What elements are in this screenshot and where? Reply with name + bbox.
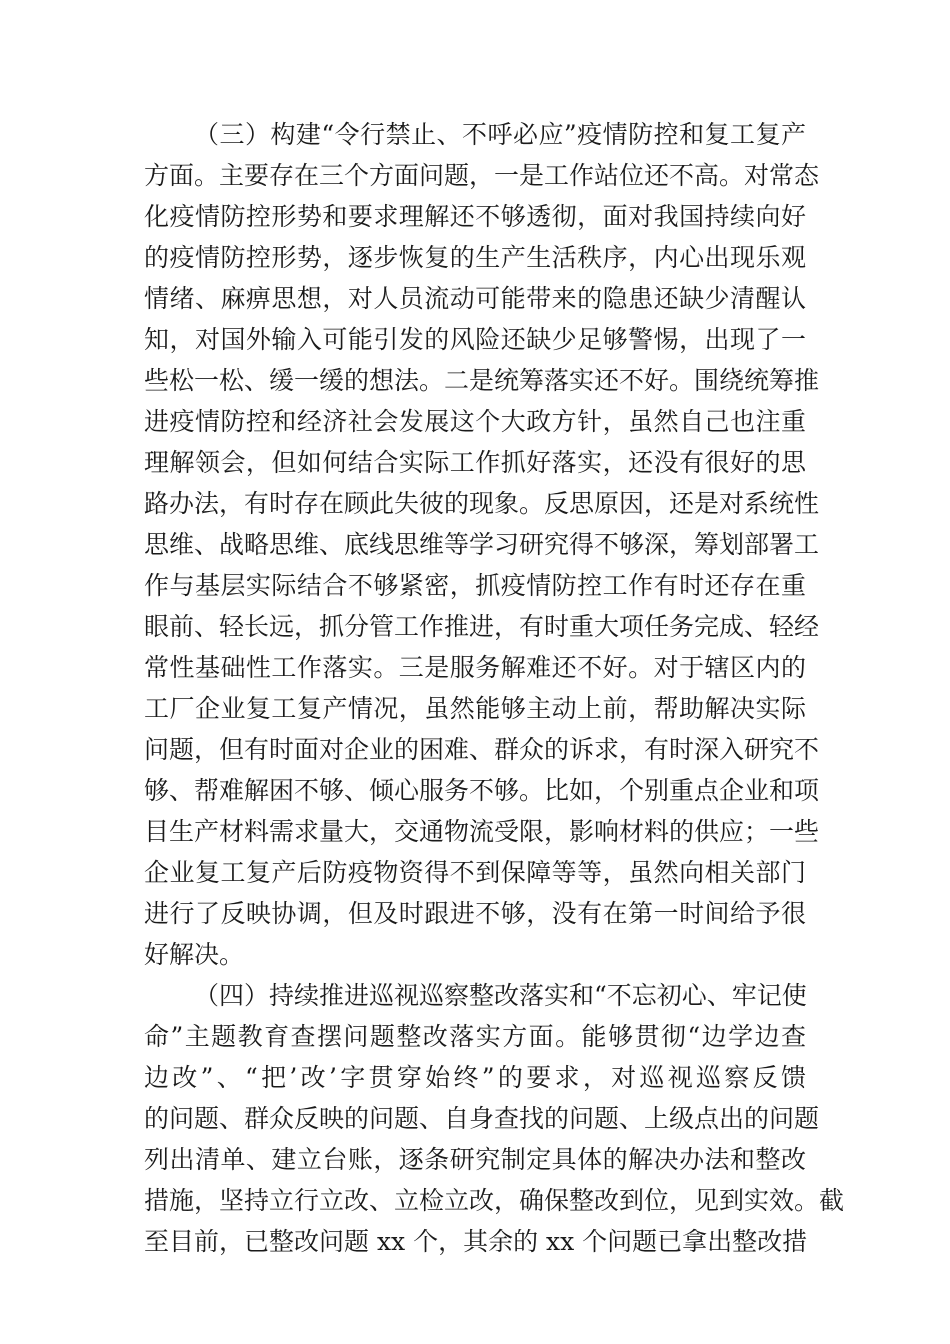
- text-line: 作与基层实际结合不够紧密，抓疫情防控工作有时还存在重: [144, 571, 806, 600]
- text-line: 路办法，有时存在顾此失彼的现象。反思原因，还是对系统性: [144, 489, 820, 518]
- text-line: 命”主题教育查摆问题整改落实方面。能够贯彻“边学边查: [144, 1022, 806, 1051]
- text-line: 些松一松、缓一缓的想法。二是统筹落实还不好。围绕统筹推: [144, 366, 820, 395]
- text-line: 工厂企业复工复产情况，虽然能够主动上前，帮助解决实际: [144, 694, 806, 723]
- text-line: 措施，坚持立行立改、立检立改，确保整改到位，见到实效。截: [144, 1186, 845, 1215]
- text-line: （三）构建“令行禁止、不呼必应”疫情防控和复工复产: [194, 120, 806, 149]
- text-line: 的问题、群众反映的问题、自身查找的问题、上级点出的问题: [144, 1104, 820, 1133]
- text-line: 进疫情防控和经济社会发展这个大政方针，虽然自己也注重: [144, 407, 806, 436]
- text-line: 化疫情防控形势和要求理解还不够透彻，面对我国持续向好: [144, 202, 806, 231]
- text-line: 思维、战略思维、底线思维等学习研究得不够深，筹划部署工: [144, 530, 820, 559]
- text-line: 理解领会，但如何结合实际工作抓好落实，还没有很好的思: [144, 448, 806, 477]
- text-line: 边改”、“把’改’字贯穿始终”的要求，对巡视巡察反馈: [144, 1063, 806, 1092]
- text-line: 的疫情防控形势，逐步恢复的生产生活秩序，内心出现乐观: [144, 243, 806, 272]
- text-line: 目生产材料需求量大，交通物流受限，影响材料的供应；一些: [144, 817, 820, 846]
- text-line: 问题，但有时面对企业的困难、群众的诉求，有时深入研究不: [144, 735, 820, 764]
- text-line: 方面。主要存在三个方面问题，一是工作站位还不高。对常态: [144, 161, 820, 190]
- text-line: 情绪、麻痹思想，对人员流动可能带来的隐患还缺少清醒认: [144, 284, 806, 313]
- text-line: 至目前，已整改问题 xx 个，其余的 xx 个问题已拿出整改措: [144, 1227, 808, 1256]
- text-line: 常性基础性工作落实。三是服务解难还不好。对于辖区内的: [144, 653, 806, 682]
- text-line: 眼前、轻长远，抓分管工作推进，有时重大项任务完成、轻经: [144, 612, 820, 641]
- text-line: 够、帮难解困不够、倾心服务不够。比如，个别重点企业和项: [144, 776, 820, 805]
- text-line: 列出清单、建立台账，逐条研究制定具体的解决办法和整改: [144, 1145, 806, 1174]
- text-line: 企业复工复产后防疫物资得不到保障等等，虽然向相关部门: [144, 858, 806, 887]
- text-line: 知，对国外输入可能引发的风险还缺少足够警惕，出现了一: [144, 325, 806, 354]
- text-line: 好解决。: [144, 940, 245, 969]
- text-line: 进行了反映协调，但及时跟进不够，没有在第一时间给予很: [144, 899, 806, 928]
- text-line: （四）持续推进巡视巡察整改落实和“不忘初心、牢记使: [194, 981, 807, 1010]
